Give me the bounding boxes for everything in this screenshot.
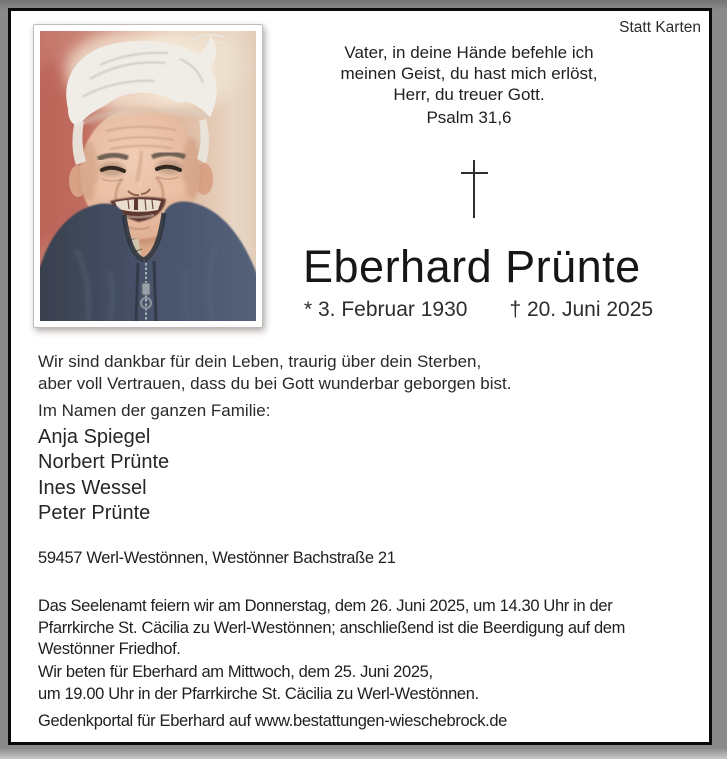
verse-line: meinen Geist, du hast mich erlöst, xyxy=(340,64,598,83)
prayer-service-line: um 19.00 Uhr in der Pfarrkirche St. Cäcilia zu Werl-Westönnen. xyxy=(38,685,479,703)
funeral-service-line: Pfarrkirche St. Cäcilia zu Werl-Westönnen; anschließend ist die Beerdigung auf dem xyxy=(38,618,625,637)
statt-karten-note: Statt Karten xyxy=(619,19,701,36)
deceased-name: Eberhard Prünte xyxy=(303,241,641,292)
family-member: Norbert Prünte xyxy=(38,451,170,474)
tribute-text xyxy=(38,351,511,394)
funeral-service-info xyxy=(38,596,625,661)
prayer-service-line: Wir beten für Eberhard am Mittwoch, dem 25. Juni 2025, xyxy=(38,663,433,681)
family-member: Ines Wessel xyxy=(38,476,147,499)
funeral-service-line: Das Seelenamt feiern wir am Donnerstag, dem 26. Juni 2025, um 14.30 Uhr in der xyxy=(38,597,613,615)
life-dates xyxy=(304,298,653,322)
family-member: Peter Prünte xyxy=(38,501,151,524)
birth-date: * 3. Februar 1930 xyxy=(304,298,468,321)
family-members xyxy=(38,425,169,526)
portrait-photo xyxy=(33,24,263,328)
tribute-line: Wir sind dankbar für dein Leben, traurig über dein Sterben, xyxy=(38,352,482,371)
verse-source: Psalm 31,6 xyxy=(426,108,512,127)
obituary-card xyxy=(8,8,712,745)
family-member: Anja Spiegel xyxy=(38,426,151,448)
prayer-service-info xyxy=(38,661,479,705)
verse-line: Vater, in deine Hände befehle ich xyxy=(344,43,594,62)
address-line: 59457 Werl-Westönnen, Westönner Bachstraße 21 xyxy=(38,549,396,567)
funeral-service-line: Westönner Friedhof. xyxy=(38,640,181,659)
cross-icon-horizontal xyxy=(461,172,488,174)
memorial-portal-line: Gedenkportal für Eberhard auf www.bestattungen-wieschebrock.de xyxy=(38,712,507,730)
scripture-verse xyxy=(291,42,647,128)
verse-line: Herr, du treuer Gott. xyxy=(393,85,545,104)
death-date: † 20. Juni 2025 xyxy=(509,298,654,321)
tribute-line: aber voll Vertrauen, dass du bei Gott wunderbar geborgen bist. xyxy=(38,373,512,393)
cross-icon-vertical xyxy=(473,160,475,218)
family-intro: Im Namen der ganzen Familie: xyxy=(38,401,271,420)
portrait-photo-illustration xyxy=(40,31,256,321)
